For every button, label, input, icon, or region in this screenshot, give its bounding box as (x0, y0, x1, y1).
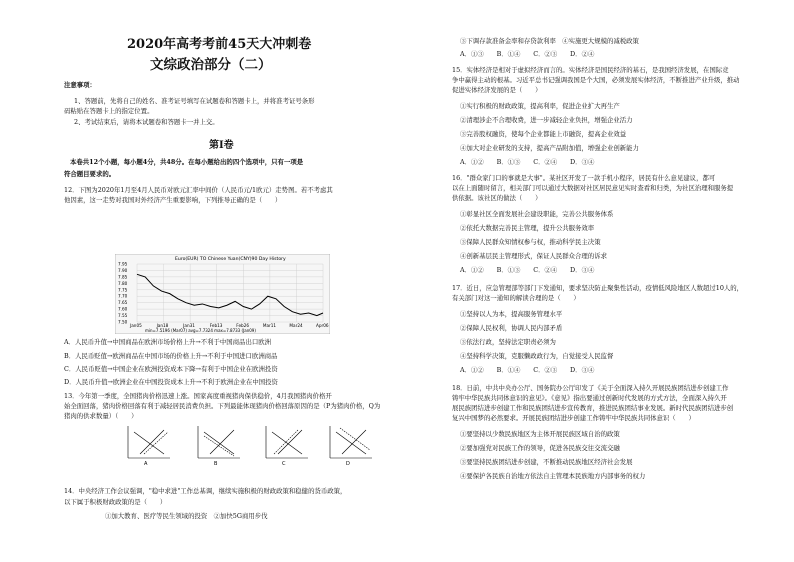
graph-label: A (144, 461, 148, 466)
q18-stem: 18．日前，中共中央办公厅、国务院办公厅印发了《关于全面深入持久开展民族团结进步创建工作 (452, 384, 729, 392)
section-intro: 本卷共12个小题，每小题4分，共48分。在每小题给出的四个选项中，只有一项是 (70, 158, 304, 166)
q16-option: ③保障人民群众知情权参与权，推动科学民主决策 (460, 238, 601, 246)
note-line: 1、答题前，先将自己的姓名、准考证号填写在试题卷和答题卡上，并将准考证号条形 (74, 97, 315, 105)
q12-stem: 12．下图为2020年1月至4月人民币对欧元汇率中间价（人民币元/1欧元）走势图。若不考虑其 (64, 186, 333, 194)
y-tick-label: 7.80 (118, 280, 128, 286)
x-tick-label: Mar11 (262, 323, 277, 328)
q15-option: ①实行积极的财政政策，提高利率，促进企业扩大再生产 (460, 102, 620, 110)
q17-option: ④坚持科学决策，克服懒政政行为，自觉接受人民监督 (460, 352, 614, 360)
q16-option: ①彰显社区全面发展社会建设职能，完善公共服务体系 (460, 210, 614, 218)
section-intro: 符合题目要求的。 (64, 170, 116, 178)
graph-label: B (214, 461, 218, 466)
supply-demand-graph-b (190, 424, 245, 466)
q15-stem: 15．实体经济是相对于虚拟经济而言的。实体经济是国民经济的基石，是我国经济发展，在国际竞 (452, 66, 729, 74)
q17-answers: A．①② B．①④ C．②③ D．③④ (460, 366, 595, 374)
q12-option-d: D．人民币升值→欧洲企业在中国投资成本上升→不利于欧洲企业在中国投资 (64, 378, 278, 386)
graph-label: D (346, 461, 350, 466)
q18-option: ①要坚持以少数民族地区为主体开展民族区域自治的政策 (460, 430, 620, 438)
x-tick-label: Feb26 (236, 323, 250, 328)
q14-answers: A．①③ B．①④ C．②③ D．②④ (460, 50, 595, 58)
q17-option: ①坚持以人为本，提高服务管理水平 (460, 310, 563, 318)
notes-heading: 注意事项： (64, 81, 96, 89)
q16-option: ④创新基层民主管理形式，保证人民群众合理的诉求 (460, 252, 607, 260)
q15-option: ④加大对企业研发的支持，提高产品附加值，增强企业创新能力 (460, 144, 639, 152)
q12-option-b: B．人民币贬值→欧洲商品在中国市场的价格上升→不利于中国进口欧洲商品 (64, 352, 278, 360)
supply-demand-graph-a (120, 424, 175, 466)
q14-stem: 14．中央经济工作会议强调，"稳中求进"工作总基调，继续实施积极的财政政策和稳健的货币政策， (64, 487, 347, 495)
y-tick-label: 7.65 (118, 300, 128, 306)
y-tick-label: 7.50 (118, 319, 128, 325)
q12-option-a: A．人民币升值→中国商品在欧洲市场价格上升→不利于中国商品出口欧洲 (64, 338, 272, 346)
q12-stem: 他因素，这一走势对我国对外经济产生重要影响，下列推导正确的是（ ） (64, 196, 282, 204)
exchange-rate-chart (115, 254, 330, 334)
x-tick-label: Mar24 (289, 323, 303, 328)
y-tick-label: 7.90 (118, 267, 128, 273)
q13-stem: 13．今年第一季度，全国猪肉价格迅速上涨。国家高度重视猪肉保供稳价，4月我国猪肉价格开 (64, 392, 332, 400)
q17-stem: 17．近日，应急管理部等部门下发通知，要求坚决防止聚集性活动，疫情低风险地区人数超过10人的， (452, 284, 744, 292)
q16-stem: 16．"群众家门口的事就是大事"。某社区开发了一款手机小程序，居民有什么意见建议，都可 (452, 174, 716, 182)
section-heading: 第Ⅰ卷 (209, 140, 234, 151)
q15-option: ②清理涉企不合理收费，进一步减轻企业负担，增强企业活力 (460, 116, 633, 124)
y-tick-label: 7.70 (118, 293, 128, 299)
page-subtitle: 文综政治部分（二） (150, 57, 272, 73)
q18-option: ③要坚持民族团结进步创建，不断推动民族地区经济社会发展 (460, 458, 633, 466)
q15-stem: 促进实体经济发展的是（ ） (452, 86, 542, 94)
x-tick-label: Apr06 (316, 323, 329, 328)
q17-option: ③依法行政，坚持法定职责必须为 (460, 338, 556, 346)
y-tick-label: 7.60 (118, 306, 128, 312)
q16-option: ②依托大数据完善民主管理，提升公共服务效率 (460, 224, 595, 232)
y-tick-label: 7.95 (118, 261, 128, 267)
chart-caption: min=7.5196 (Mar07) avg=7.7324 max=7.8733 (Jan09) (145, 328, 256, 333)
q18-option: ②要加强党对民族工作的领导，促进各民族交往交流交融 (460, 444, 620, 452)
q16-stem: 以在上面随时留言，相关部门可以通过大数据对社区居民意见实时查看和归类，为社区治理和服务提 (452, 184, 734, 192)
q18-stem: 复兴中国梦的必然要求。开展民族团结进步创建工作铸牢中华民族共同体意识（ ） (452, 414, 695, 422)
q12-option-c: C．人民币贬值→中国企业在欧洲投资成本下降→有利于中国企业在欧洲投资 (64, 365, 278, 373)
q14-stem: 以下属于积极财政政策的是（ ） (64, 498, 167, 506)
q15-answers: A．①② B．①③ C．②④ D．③④ (460, 158, 595, 166)
x-tick-label: Jan18 (156, 323, 169, 328)
q18-stem: 铸牢中华民族共同体意识的意见》。《意见》指出要通过创新时代发展的方式方法，全面深入持久开 (452, 394, 727, 402)
note-line: 码粘贴在答题卡上的指定位置。 (64, 107, 154, 115)
q13-stem: 猪肉的供求数量）（ ） (64, 412, 138, 420)
q18-stem: 展民族团结进步创建工作和民族团结进步宣传教育，推进民族团结事业发展。新时代民族团结进步创 (452, 404, 734, 412)
x-tick-label: Jan31 (183, 323, 195, 328)
note-line: 2、考试结束后，请将本试题卷和答题卡一并上交。 (74, 118, 219, 126)
supply-demand-graph-d (322, 424, 377, 466)
q15-stem: 争中赢得主动的根基。习近平总书记强调我国是个大国，必须发展实体经济，不断推进产业升级，推动 (452, 76, 740, 84)
y-tick-label: 7.55 (118, 313, 128, 319)
q16-answers: A．①② B．①③ C．②④ D．③④ (460, 266, 595, 274)
q17-stem: 有关部门对这一通知的解读合理的是（ ） (452, 294, 580, 302)
q16-stem: 供依据。该社区的做法（ ） (452, 194, 542, 202)
graph-label: C (282, 461, 286, 466)
x-tick-label: Feb13 (209, 323, 223, 328)
y-tick-label: 7.75 (118, 287, 128, 293)
q13-stem: 始全面回落，猪肉价格回落有利于减轻居民消费负担。下列最能体现猪肉价格回落原因的是（P为猪肉价格，Q为 (64, 402, 381, 410)
q15-option: ③完善股权融资，使每个企业都能上市融资，提高企业效益 (460, 130, 627, 138)
y-tick-label: 7.85 (118, 274, 128, 280)
q14-options-cont: ③下调存款准备金率和存贷款利率 ④实施更大规模的减税政策 (460, 37, 639, 45)
q18-option: ④要保护各民族自治地方依法自主管理本民族地方内部事务的权力 (460, 472, 646, 480)
q17-option: ②保障人民权利，协调人民内部矛盾 (460, 324, 563, 332)
q14-options: ①加大教育、医疗等民生领域的投资 ②加快5G商用步伐 (105, 512, 268, 520)
chart-title: Euro(EUR) TO Chinese Yuan(CNY)90 Day History (175, 257, 286, 262)
x-tick-label: Jan05 (130, 323, 142, 328)
page-title: 2020年高考考前45天大冲刺卷 (127, 37, 312, 52)
supply-demand-graph-c (258, 424, 313, 466)
